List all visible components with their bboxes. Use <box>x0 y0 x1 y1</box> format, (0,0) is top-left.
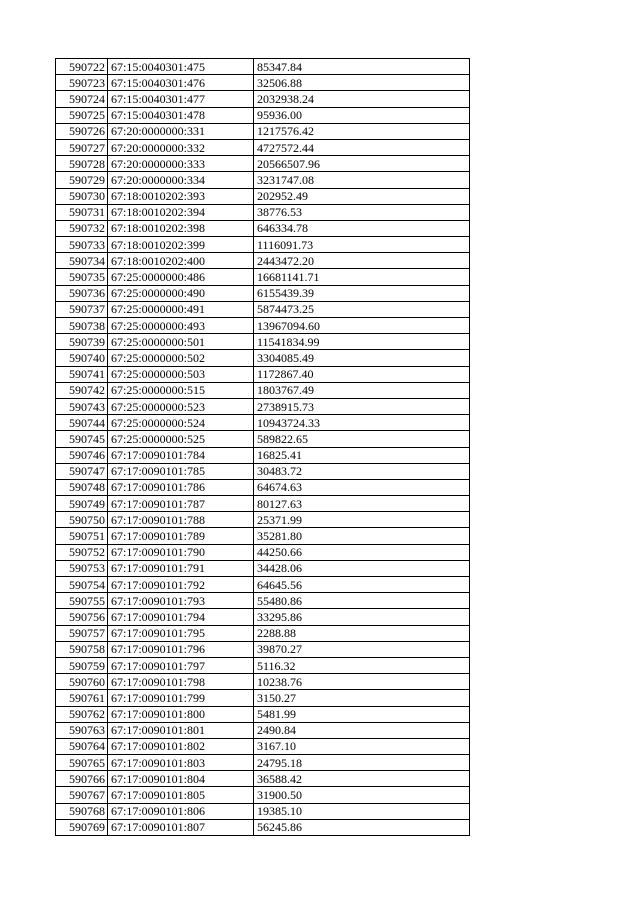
cadastral-number-cell: 67:25:0000000:525 <box>108 431 254 447</box>
cadastral-number-cell: 67:17:0090101:797 <box>108 657 254 673</box>
table-row <box>56 188 470 204</box>
amount-cell: 36588.42 <box>254 771 470 787</box>
record-number-cell: 590746 <box>56 447 108 463</box>
table-row <box>56 512 470 528</box>
table-row <box>56 544 470 560</box>
cadastral-number-cell: 67:25:0000000:490 <box>108 285 254 301</box>
amount-cell: 38776.53 <box>254 204 470 220</box>
cadastral-number-cell: 67:18:0010202:400 <box>108 253 254 269</box>
table-row <box>56 787 470 803</box>
record-number-cell: 590742 <box>56 382 108 398</box>
cadastral-number-cell: 67:18:0010202:398 <box>108 220 254 236</box>
record-number-cell: 590727 <box>56 139 108 155</box>
record-number-cell: 590732 <box>56 220 108 236</box>
cadastral-number-cell: 67:17:0090101:788 <box>108 512 254 528</box>
amount-cell: 202952.49 <box>254 188 470 204</box>
table-row <box>56 237 470 253</box>
amount-cell: 30483.72 <box>254 463 470 479</box>
table-row <box>56 577 470 593</box>
record-number-cell: 590769 <box>56 819 108 835</box>
record-number-cell: 590765 <box>56 755 108 771</box>
amount-cell: 5116.32 <box>254 657 470 673</box>
record-number-cell: 590750 <box>56 512 108 528</box>
amount-cell: 16681141.71 <box>254 269 470 285</box>
cadastral-number-cell: 67:17:0090101:792 <box>108 577 254 593</box>
record-number-cell: 590723 <box>56 75 108 91</box>
table-row <box>56 674 470 690</box>
cadastral-number-cell: 67:17:0090101:787 <box>108 496 254 512</box>
amount-cell: 64674.63 <box>254 479 470 495</box>
table-body <box>56 59 470 836</box>
record-number-cell: 590743 <box>56 398 108 414</box>
amount-cell: 2738915.73 <box>254 398 470 414</box>
cadastral-number-cell: 67:18:0010202:394 <box>108 204 254 220</box>
table-row <box>56 641 470 657</box>
cadastral-number-cell: 67:17:0090101:790 <box>108 544 254 560</box>
table-row <box>56 285 470 301</box>
cadastral-number-cell: 67:17:0090101:795 <box>108 625 254 641</box>
record-number-cell: 590730 <box>56 188 108 204</box>
amount-cell: 10943724.33 <box>254 415 470 431</box>
cadastral-number-cell: 67:25:0000000:515 <box>108 382 254 398</box>
cadastral-number-cell: 67:17:0090101:786 <box>108 479 254 495</box>
table-row <box>56 463 470 479</box>
amount-cell: 64645.56 <box>254 577 470 593</box>
cadastral-number-cell: 67:17:0090101:804 <box>108 771 254 787</box>
table-row <box>56 447 470 463</box>
cadastral-number-cell: 67:25:0000000:486 <box>108 269 254 285</box>
table-row <box>56 819 470 835</box>
amount-cell: 16825.41 <box>254 447 470 463</box>
record-number-cell: 590754 <box>56 577 108 593</box>
record-number-cell: 590759 <box>56 657 108 673</box>
record-number-cell: 590762 <box>56 706 108 722</box>
amount-cell: 2288.88 <box>254 625 470 641</box>
record-number-cell: 590729 <box>56 172 108 188</box>
amount-cell: 19385.10 <box>254 803 470 819</box>
table-row <box>56 253 470 269</box>
amount-cell: 31900.50 <box>254 787 470 803</box>
cadastral-value-table <box>55 58 470 836</box>
record-number-cell: 590740 <box>56 350 108 366</box>
record-number-cell: 590745 <box>56 431 108 447</box>
table-row <box>56 706 470 722</box>
cadastral-number-cell: 67:20:0000000:332 <box>108 139 254 155</box>
record-number-cell: 590751 <box>56 528 108 544</box>
cadastral-number-cell: 67:17:0090101:799 <box>108 690 254 706</box>
amount-cell: 85347.84 <box>254 59 470 75</box>
table-row <box>56 382 470 398</box>
table-row <box>56 220 470 236</box>
table-row <box>56 156 470 172</box>
cadastral-number-cell: 67:17:0090101:806 <box>108 803 254 819</box>
cadastral-number-cell: 67:25:0000000:501 <box>108 334 254 350</box>
record-number-cell: 590735 <box>56 269 108 285</box>
amount-cell: 10238.76 <box>254 674 470 690</box>
record-number-cell: 590731 <box>56 204 108 220</box>
amount-cell: 25371.99 <box>254 512 470 528</box>
table-row <box>56 398 470 414</box>
cadastral-number-cell: 67:20:0000000:333 <box>108 156 254 172</box>
record-number-cell: 590724 <box>56 91 108 107</box>
cadastral-number-cell: 67:17:0090101:805 <box>108 787 254 803</box>
amount-cell: 2032938.24 <box>254 91 470 107</box>
table-row <box>56 107 470 123</box>
table-row <box>56 172 470 188</box>
cadastral-number-cell: 67:17:0090101:793 <box>108 593 254 609</box>
record-number-cell: 590749 <box>56 496 108 512</box>
amount-cell: 1803767.49 <box>254 382 470 398</box>
table-row <box>56 771 470 787</box>
record-number-cell: 590725 <box>56 107 108 123</box>
record-number-cell: 590741 <box>56 366 108 382</box>
record-number-cell: 590768 <box>56 803 108 819</box>
table-row <box>56 528 470 544</box>
cadastral-number-cell: 67:18:0010202:393 <box>108 188 254 204</box>
record-number-cell: 590738 <box>56 318 108 334</box>
table-row <box>56 123 470 139</box>
cadastral-number-cell: 67:15:0040301:478 <box>108 107 254 123</box>
amount-cell: 6155439.39 <box>254 285 470 301</box>
cadastral-number-cell: 67:25:0000000:502 <box>108 350 254 366</box>
table-row <box>56 334 470 350</box>
amount-cell: 20566507.96 <box>254 156 470 172</box>
table-row <box>56 318 470 334</box>
amount-cell: 1217576.42 <box>254 123 470 139</box>
amount-cell: 3150.27 <box>254 690 470 706</box>
table-row <box>56 593 470 609</box>
cadastral-number-cell: 67:25:0000000:491 <box>108 301 254 317</box>
record-number-cell: 590763 <box>56 722 108 738</box>
table-row <box>56 479 470 495</box>
cadastral-number-cell: 67:15:0040301:475 <box>108 59 254 75</box>
table-row <box>56 91 470 107</box>
amount-cell: 1172867.40 <box>254 366 470 382</box>
record-number-cell: 590761 <box>56 690 108 706</box>
record-number-cell: 590744 <box>56 415 108 431</box>
record-number-cell: 590726 <box>56 123 108 139</box>
record-number-cell: 590736 <box>56 285 108 301</box>
cadastral-number-cell: 67:15:0040301:477 <box>108 91 254 107</box>
cadastral-number-cell: 67:25:0000000:503 <box>108 366 254 382</box>
table-row <box>56 496 470 512</box>
table-row <box>56 75 470 91</box>
record-number-cell: 590755 <box>56 593 108 609</box>
amount-cell: 95936.00 <box>254 107 470 123</box>
cadastral-number-cell: 67:25:0000000:523 <box>108 398 254 414</box>
amount-cell: 2443472.20 <box>254 253 470 269</box>
amount-cell: 56245.86 <box>254 819 470 835</box>
table-row <box>56 139 470 155</box>
table-row <box>56 560 470 576</box>
record-number-cell: 590752 <box>56 544 108 560</box>
record-number-cell: 590758 <box>56 641 108 657</box>
amount-cell: 646334.78 <box>254 220 470 236</box>
amount-cell: 33295.86 <box>254 609 470 625</box>
cadastral-number-cell: 67:20:0000000:334 <box>108 172 254 188</box>
amount-cell: 3304085.49 <box>254 350 470 366</box>
cadastral-number-cell: 67:18:0010202:399 <box>108 237 254 253</box>
cadastral-number-cell: 67:17:0090101:785 <box>108 463 254 479</box>
table-row <box>56 269 470 285</box>
amount-cell: 80127.63 <box>254 496 470 512</box>
amount-cell: 2490.84 <box>254 722 470 738</box>
amount-cell: 44250.66 <box>254 544 470 560</box>
table-row <box>56 690 470 706</box>
amount-cell: 589822.65 <box>254 431 470 447</box>
amount-cell: 13967094.60 <box>254 318 470 334</box>
cadastral-number-cell: 67:17:0090101:784 <box>108 447 254 463</box>
table-row <box>56 59 470 75</box>
table-row <box>56 803 470 819</box>
record-number-cell: 590722 <box>56 59 108 75</box>
amount-cell: 11541834.99 <box>254 334 470 350</box>
cadastral-number-cell: 67:17:0090101:807 <box>108 819 254 835</box>
amount-cell: 5874473.25 <box>254 301 470 317</box>
table-row <box>56 415 470 431</box>
cadastral-number-cell: 67:17:0090101:796 <box>108 641 254 657</box>
table-row <box>56 204 470 220</box>
record-number-cell: 590757 <box>56 625 108 641</box>
cadastral-number-cell: 67:17:0090101:791 <box>108 560 254 576</box>
record-number-cell: 590756 <box>56 609 108 625</box>
record-number-cell: 590737 <box>56 301 108 317</box>
amount-cell: 34428.06 <box>254 560 470 576</box>
record-number-cell: 590748 <box>56 479 108 495</box>
record-number-cell: 590739 <box>56 334 108 350</box>
table-row <box>56 755 470 771</box>
amount-cell: 3167.10 <box>254 738 470 754</box>
cadastral-number-cell: 67:25:0000000:493 <box>108 318 254 334</box>
table-row <box>56 738 470 754</box>
table-row <box>56 722 470 738</box>
amount-cell: 39870.27 <box>254 641 470 657</box>
record-number-cell: 590747 <box>56 463 108 479</box>
record-number-cell: 590734 <box>56 253 108 269</box>
table-row <box>56 609 470 625</box>
table-row <box>56 366 470 382</box>
amount-cell: 55480.86 <box>254 593 470 609</box>
amount-cell: 4727572.44 <box>254 139 470 155</box>
table-row <box>56 657 470 673</box>
record-number-cell: 590733 <box>56 237 108 253</box>
cadastral-number-cell: 67:17:0090101:802 <box>108 738 254 754</box>
table-row <box>56 625 470 641</box>
cadastral-number-cell: 67:17:0090101:803 <box>108 755 254 771</box>
cadastral-number-cell: 67:17:0090101:800 <box>108 706 254 722</box>
record-number-cell: 590728 <box>56 156 108 172</box>
record-number-cell: 590753 <box>56 560 108 576</box>
amount-cell: 32506.88 <box>254 75 470 91</box>
amount-cell: 5481.99 <box>254 706 470 722</box>
cadastral-number-cell: 67:17:0090101:798 <box>108 674 254 690</box>
cadastral-number-cell: 67:25:0000000:524 <box>108 415 254 431</box>
cadastral-number-cell: 67:15:0040301:476 <box>108 75 254 91</box>
amount-cell: 35281.80 <box>254 528 470 544</box>
record-number-cell: 590764 <box>56 738 108 754</box>
record-number-cell: 590760 <box>56 674 108 690</box>
amount-cell: 3231747.08 <box>254 172 470 188</box>
cadastral-number-cell: 67:17:0090101:801 <box>108 722 254 738</box>
amount-cell: 1116091.73 <box>254 237 470 253</box>
table-row <box>56 301 470 317</box>
cadastral-number-cell: 67:17:0090101:789 <box>108 528 254 544</box>
cadastral-number-cell: 67:17:0090101:794 <box>108 609 254 625</box>
cadastral-number-cell: 67:20:0000000:331 <box>108 123 254 139</box>
table-row <box>56 350 470 366</box>
record-number-cell: 590767 <box>56 787 108 803</box>
amount-cell: 24795.18 <box>254 755 470 771</box>
table-row <box>56 431 470 447</box>
record-number-cell: 590766 <box>56 771 108 787</box>
